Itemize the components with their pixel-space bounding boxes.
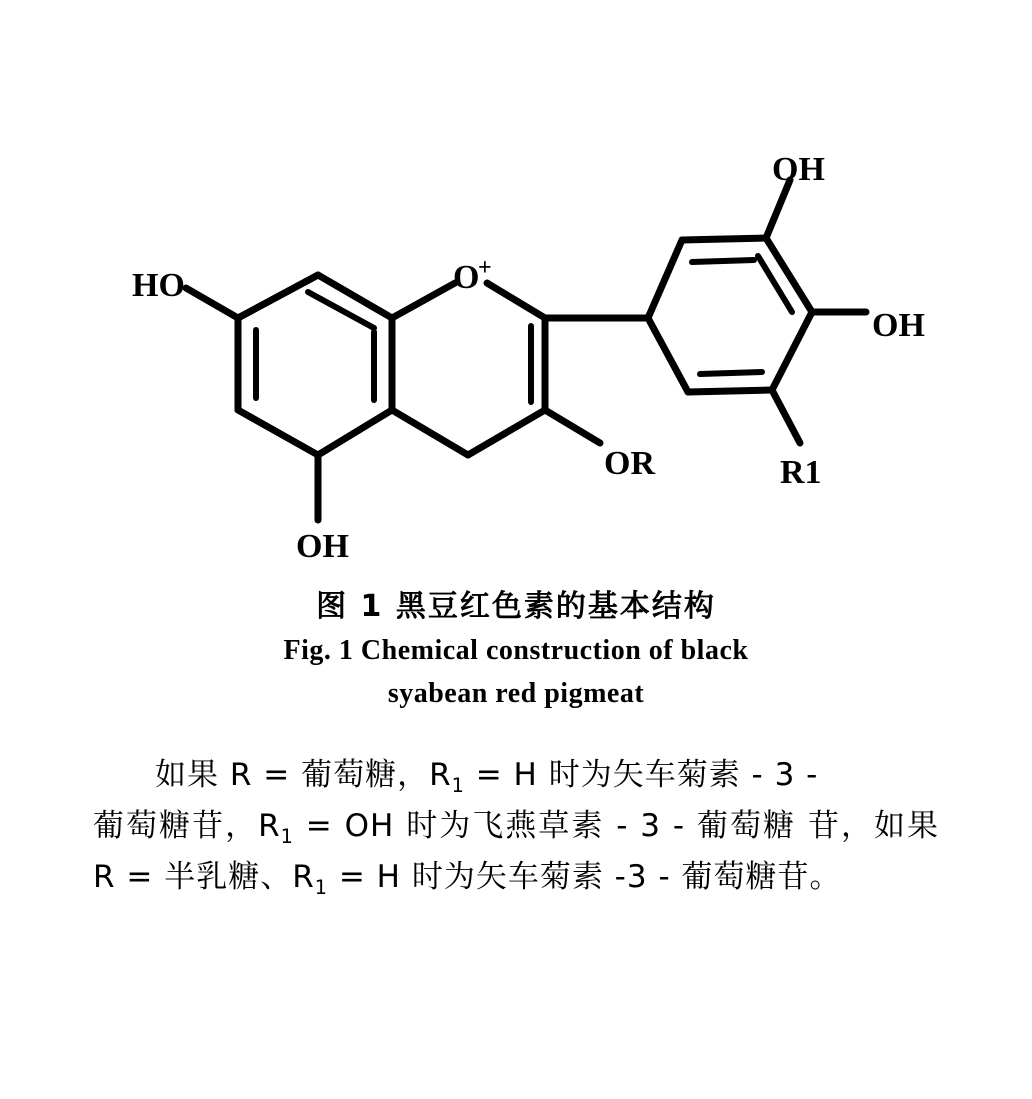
figure-caption: [0, 584, 1032, 716]
bond-a4: [318, 410, 392, 455]
body-line-2-rest: = OH 时为飞燕草素 - 3 - 葡萄糖: [293, 808, 797, 845]
label-r1-group: R1: [780, 454, 822, 491]
label-oh-top-right: OH: [772, 151, 825, 188]
body-line-1-subscript: 1: [451, 773, 465, 797]
bond-c3-c4: [468, 410, 545, 455]
bond-b1: [648, 240, 682, 318]
bond-oh-top-right: [766, 180, 790, 238]
body-line-3-rest: = H 时为矢车菊素 -3 -: [327, 859, 671, 896]
bond-b-double-1: [692, 260, 754, 262]
body-line-4: 葡萄糖苷。: [681, 859, 842, 896]
body-line-1-text: 如果 R = 葡萄糖，R: [155, 756, 452, 793]
body-line-1: [93, 750, 939, 801]
bond-a5: [238, 410, 318, 455]
bond-b6: [648, 318, 688, 392]
label-oh-right: OH: [872, 307, 925, 344]
label-oxygen-charge: +: [478, 255, 492, 281]
label-oxygen: O: [453, 259, 480, 296]
label-oh-bottom-left: OH: [296, 528, 349, 565]
bond-b-double-3: [700, 372, 762, 374]
caption-english-line-1: Fig. 1 Chemical construction of black: [283, 635, 749, 666]
body-line-2-text: 葡萄糖苷，R: [93, 808, 281, 845]
caption-english-line-2: syabean red pigmeat: [387, 678, 645, 710]
bond-a-double-2: [308, 292, 374, 328]
bond-b-double-2: [758, 256, 792, 312]
body-line-3-text: 苷，如果 R = 半乳糖、R: [93, 808, 940, 896]
bond-a1: [238, 275, 318, 318]
body-line-1-rest: = H 时为矢车菊素 - 3 -: [464, 756, 819, 793]
body-paragraph: [93, 750, 939, 904]
bond-b4: [772, 312, 812, 390]
body-line-2-subscript: 1: [280, 825, 294, 849]
bond-or: [545, 410, 600, 443]
bond-r1: [772, 390, 800, 443]
bond-ho-left: [186, 288, 238, 318]
body-line-3-subscript: 1: [314, 876, 328, 900]
label-ho-left: HO: [132, 267, 185, 304]
label-or-group: OR: [604, 445, 655, 482]
caption-chinese: 图 1 黑豆红色素的基本结构: [316, 589, 716, 624]
bond-c4-c4a: [392, 410, 468, 455]
bond-c-o-right: [487, 283, 545, 318]
bond-a2: [318, 275, 392, 318]
body-line-2: [93, 808, 797, 849]
bond-b2: [682, 238, 766, 240]
bond-b5: [688, 390, 772, 392]
bond-c-o-left: [392, 283, 455, 318]
